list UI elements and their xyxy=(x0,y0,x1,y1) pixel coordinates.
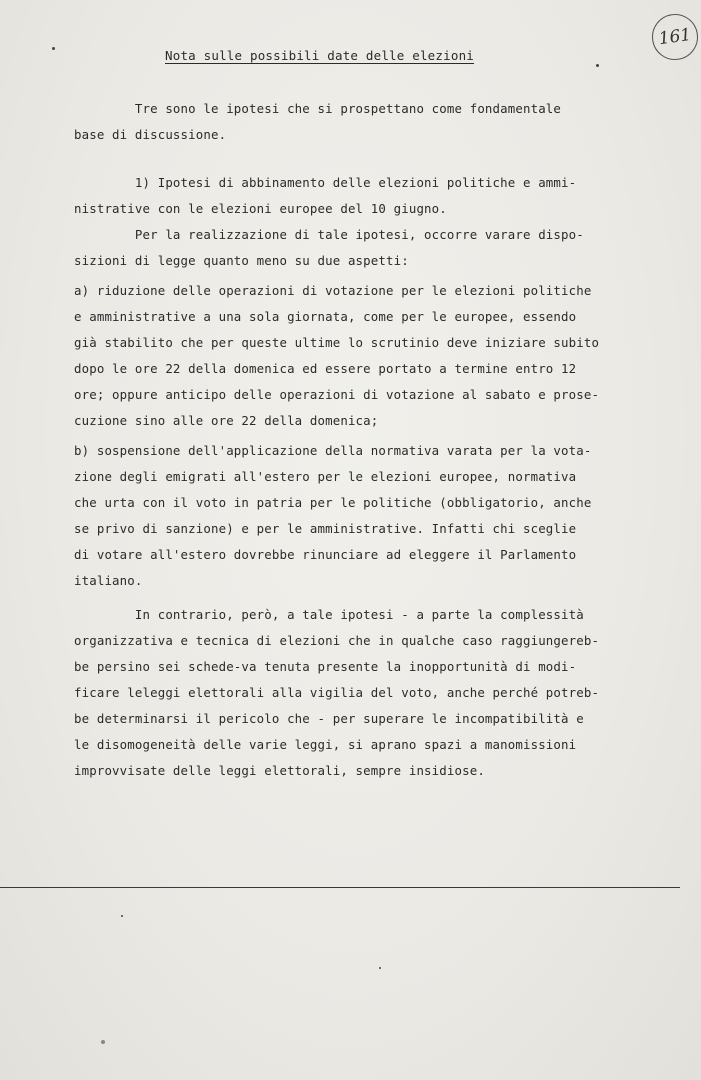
text-line: Per la realizzazione di tale ipotesi, occorre varare dispo- xyxy=(74,227,584,242)
text-line: be determinarsi il pericolo che - per superare le incompatibilità e xyxy=(74,711,584,726)
paragraph-hypothesis-1 xyxy=(74,170,674,222)
text-line: che urta con il voto in patria per le politiche (obbligatorio, anche xyxy=(74,495,592,510)
text-line: le disomogeneità delle varie leggi, si aprano spazi a manomissioni xyxy=(74,737,577,752)
speck-mark xyxy=(121,915,123,917)
page-number-stamp: 161 xyxy=(649,11,701,63)
horizontal-rule xyxy=(0,887,680,888)
speck-mark xyxy=(52,47,55,50)
text-line: ore; oppure anticipo delle operazioni di votazione al sabato e prose- xyxy=(74,387,600,402)
text-line: se privo di sanzione) e per le amministrative. Infatti chi sceglie xyxy=(74,521,577,536)
text-line: 1) Ipotesi di abbinamento delle elezioni politiche e ammi- xyxy=(74,175,577,190)
text-line: zione degli emigrati all'estero per le elezioni europee, normativa xyxy=(74,469,577,484)
text-line: In contrario, però, a tale ipotesi - a parte la complessità xyxy=(74,607,584,622)
text-line: organizzativa e tecnica di elezioni che in qualche caso raggiungereb- xyxy=(74,633,600,648)
text-line: già stabilito che per queste ultime lo scrutinio deve iniziare subito xyxy=(74,335,600,350)
text-line: italiano. xyxy=(74,573,143,588)
text-line: e amministrative a una sola giornata, come per le europee, essendo xyxy=(74,309,577,324)
text-line: cuzione sino alle ore 22 della domenica; xyxy=(74,413,379,428)
document-body xyxy=(74,96,674,784)
text-line: dopo le ore 22 della domenica ed essere portato a termine entro 12 xyxy=(74,361,577,376)
paragraph-point-b xyxy=(74,438,674,594)
text-line: Tre sono le ipotesi che si prospettano come fondamentale xyxy=(74,101,562,116)
text-line: improvvisate delle leggi elettorali, sempre insidiose. xyxy=(74,763,485,778)
paragraph-contrary xyxy=(74,602,674,784)
text-line: b) sospensione dell'applicazione della normativa varata per la vota- xyxy=(74,443,592,458)
speck-mark xyxy=(596,64,599,67)
paragraph-intro xyxy=(74,96,674,148)
paragraph-realization xyxy=(74,222,674,274)
text-line: di votare all'estero dovrebbe rinunciare ad eleggere il Parlamento xyxy=(74,547,577,562)
text-line: nistrative con le elezioni europee del 10 giugno. xyxy=(74,201,447,216)
text-line: ficare leleggi elettorali alla vigilia del voto, anche perché potreb- xyxy=(74,685,600,700)
speck-mark xyxy=(379,967,381,969)
text-line: base di discussione. xyxy=(74,127,227,142)
text-line: a) riduzione delle operazioni di votazione per le elezioni politiche xyxy=(74,283,592,298)
speck-mark xyxy=(101,1040,105,1044)
document-title: Nota sulle possibili date delle elezioni xyxy=(165,48,475,63)
paragraph-point-a xyxy=(74,278,674,434)
text-line: be persino sei schede-va tenuta presente la inopportunità di modi- xyxy=(74,659,577,674)
text-line: sizioni di legge quanto meno su due aspetti: xyxy=(74,253,409,268)
